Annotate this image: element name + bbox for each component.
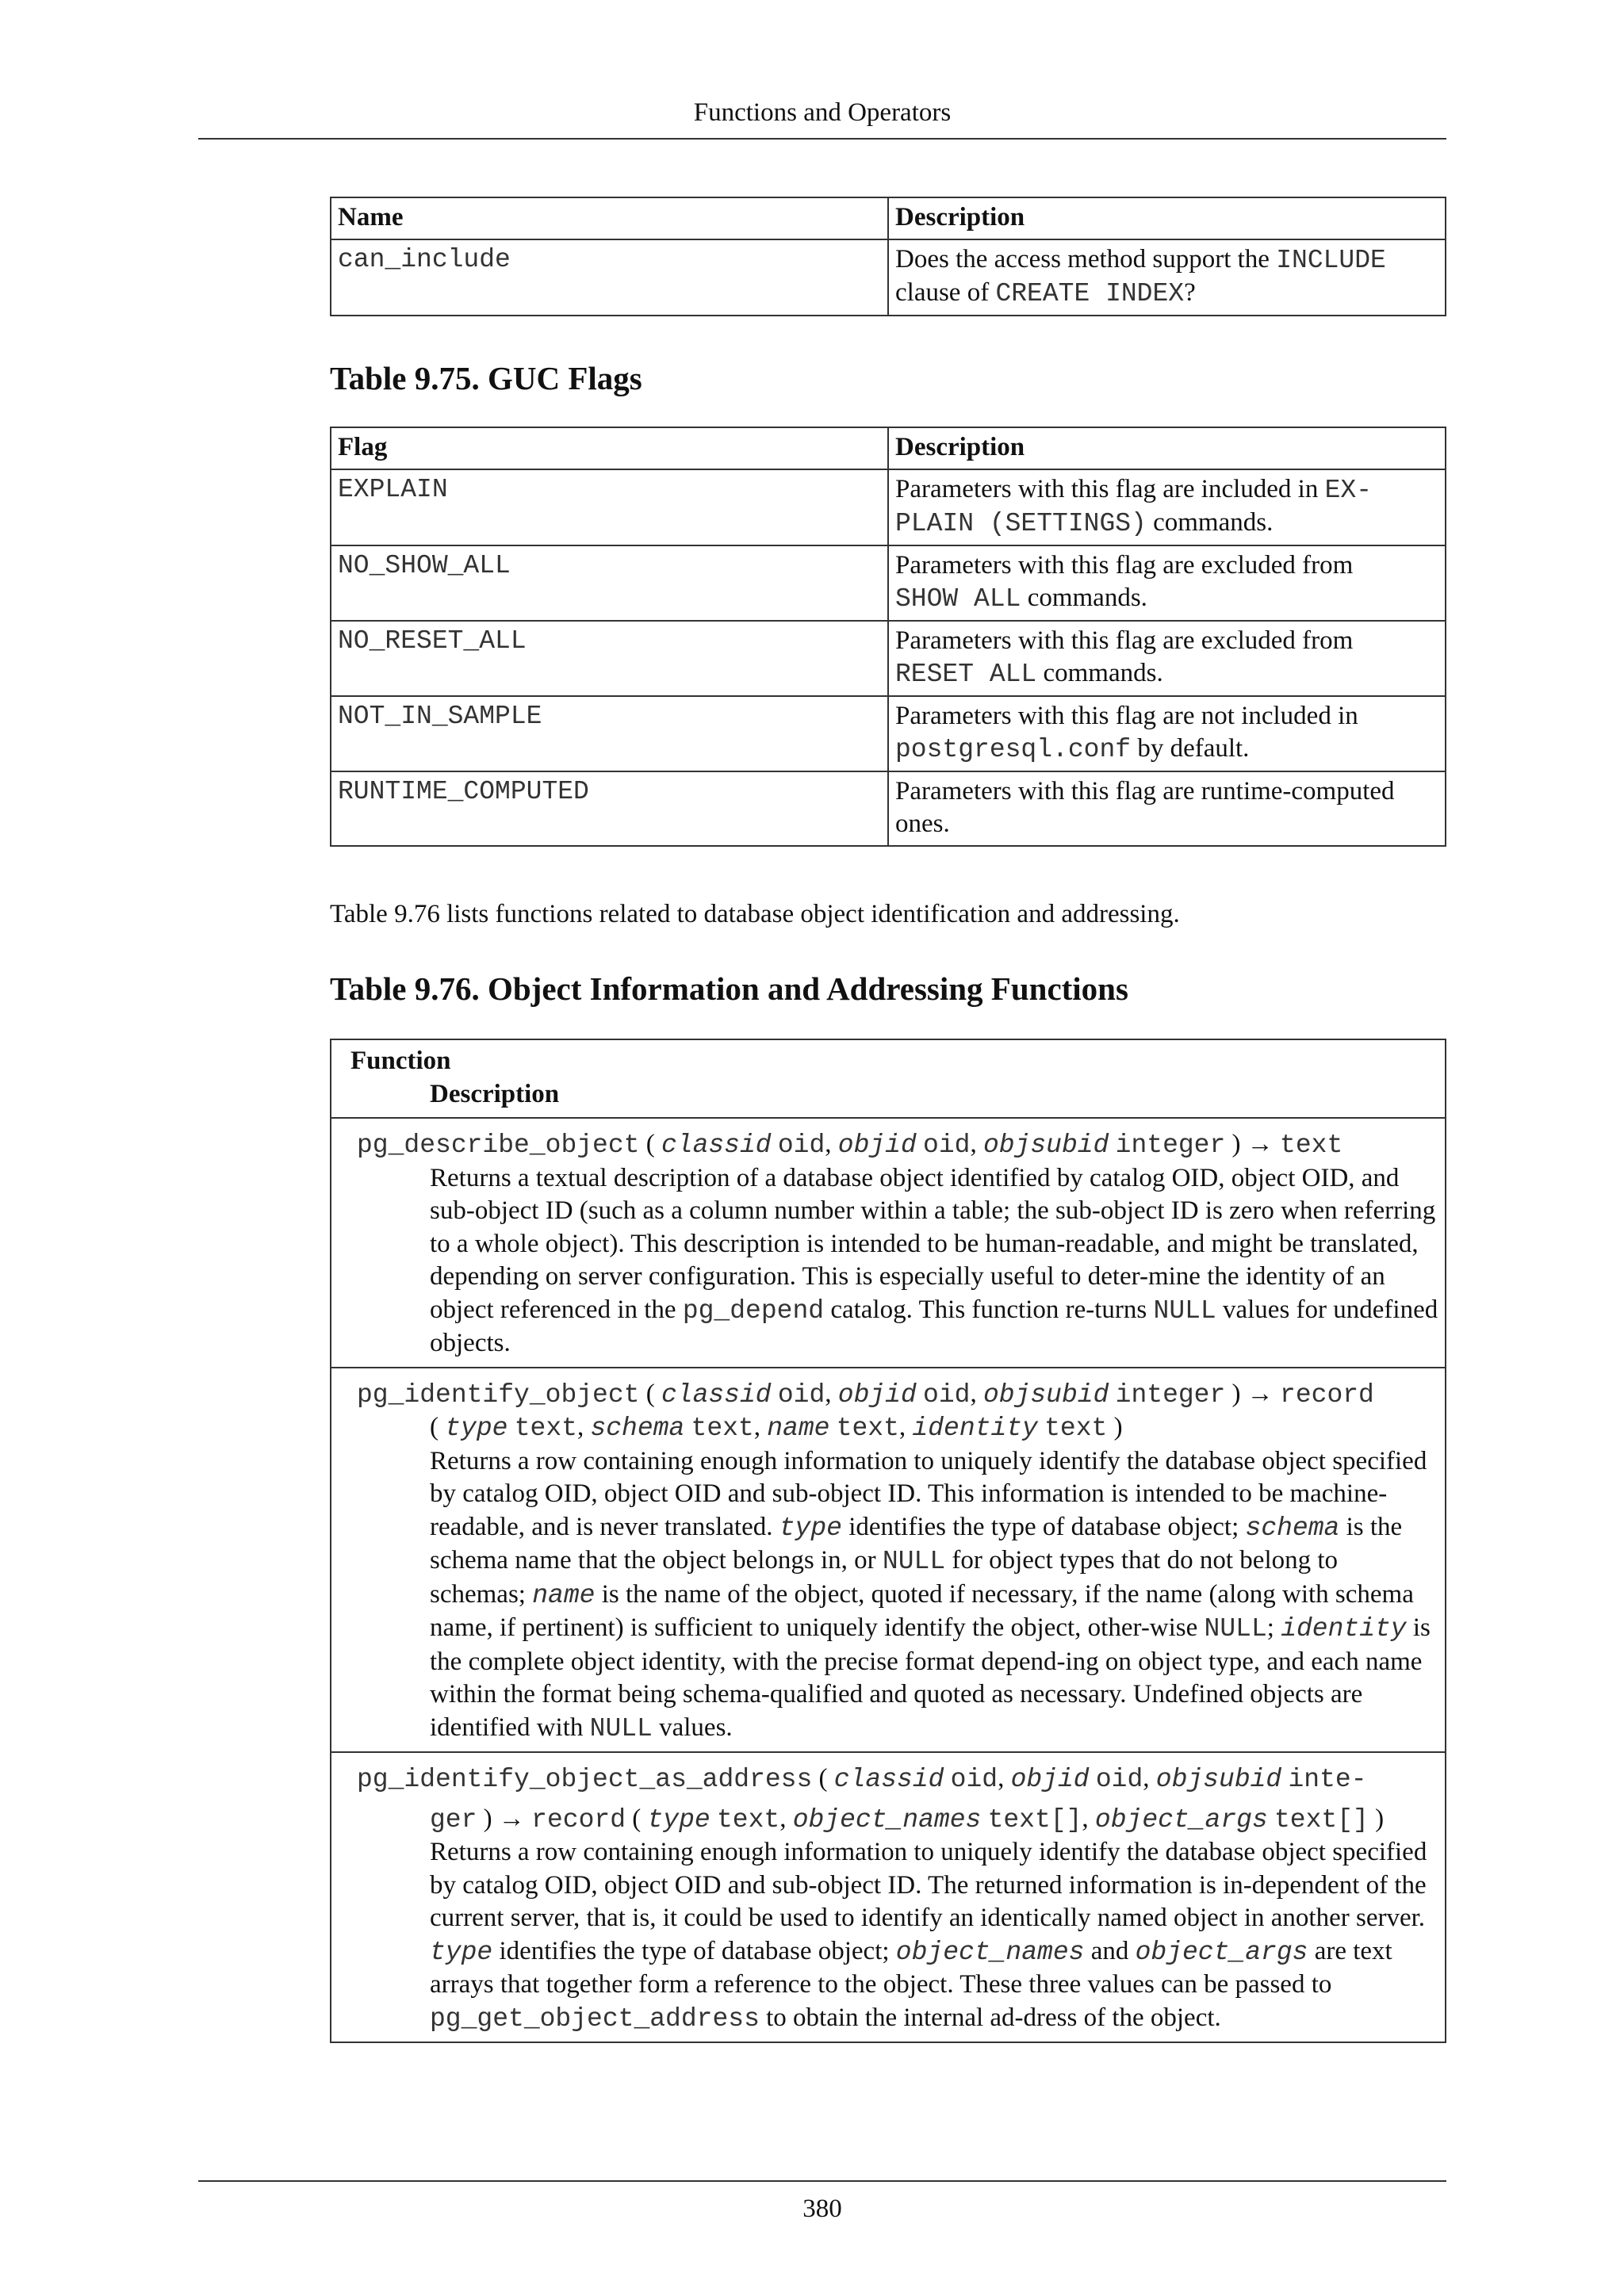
property-name: can_include	[331, 239, 888, 316]
function-signature-continued: ger ) → record ( type text, object_names text[], object_args text[] )	[430, 1804, 1385, 1835]
arg-type: integer	[1115, 1131, 1226, 1160]
text: and	[1084, 1936, 1136, 1965]
flag-name: NO_SHOW_ALL	[331, 545, 888, 621]
column-type: text	[514, 1414, 577, 1443]
text: ones.	[895, 809, 950, 838]
code: NULL	[1153, 1295, 1216, 1326]
text: commands.	[1021, 584, 1147, 612]
column-type: text[]	[1274, 1804, 1369, 1835]
code: SHOW ALL	[895, 584, 1021, 614]
arg-name: objid	[837, 1380, 917, 1410]
function-description	[350, 1162, 1438, 1360]
term: identity	[1281, 1614, 1407, 1644]
text: Parameters with this flag are excluded from	[895, 626, 1354, 655]
table-row	[331, 696, 1446, 771]
table-header-row	[331, 1039, 1446, 1118]
function-cell	[331, 1752, 1446, 2042]
term: object_names	[895, 1937, 1085, 1967]
text: ;	[1266, 1613, 1281, 1642]
flag-description	[888, 696, 1446, 771]
text: ?	[1184, 278, 1196, 307]
page-footer	[198, 2180, 1446, 2228]
intro-paragraph: Table 9.76 lists functions related to database object identification and addressing.	[330, 900, 1180, 928]
header-title: Functions and Operators	[693, 98, 952, 127]
code: INCLUDE	[1276, 246, 1386, 275]
column-name: type	[445, 1414, 508, 1443]
column-header-name: Name	[331, 197, 888, 239]
text: clause of	[895, 278, 996, 307]
arg-type: oid	[777, 1131, 825, 1160]
text: values for undefined objects.	[430, 1295, 1438, 1357]
term: type	[430, 1937, 493, 1967]
column-type: text	[716, 1804, 780, 1835]
arg-name: classid	[661, 1380, 772, 1410]
function-signature: pg_describe_object ( classid oid, objid oid, objsubid integer ) → text	[357, 1130, 1343, 1160]
function-name: pg_describe_object	[357, 1131, 640, 1160]
column-header-description: Description	[888, 427, 1446, 469]
return-type: text	[1280, 1131, 1343, 1160]
column-type: text	[1044, 1414, 1108, 1443]
column-name: object_args	[1094, 1804, 1268, 1835]
text: Returns a textual description of a database object identified by catalog OID, object OID, and sub-object ID (such as a column number within a table; the sub-object ID is zero when referring to a whole object). This description is intended to be human-readable, and might be translated, depending on server configuration. This is especially useful to deter-mine the identity of an object referenced in the	[430, 1163, 1436, 1324]
function-name: pg_identify_object	[357, 1380, 640, 1410]
column-name: object_names	[792, 1804, 982, 1835]
flag-description	[888, 771, 1446, 846]
code: pg_depend	[682, 1295, 825, 1326]
arg-name: objid	[1010, 1765, 1090, 1794]
table-header-row	[331, 427, 1446, 469]
column-name: type	[647, 1804, 710, 1835]
guc-flags-table	[330, 427, 1446, 847]
text: Does the access method support the	[895, 245, 1277, 274]
term: object_args	[1135, 1937, 1308, 1967]
code: pg_get_object_address	[430, 2003, 760, 2034]
function-description	[350, 1445, 1438, 1746]
arg-name: objsubid	[982, 1380, 1109, 1410]
text: Parameters with this flag are runtime-computed	[895, 777, 1395, 806]
function-description	[350, 1836, 1438, 2035]
text: Returns a row containing enough information to uniquely identify the database object specified by catalog OID, object OID and sub-object ID. The returned information is in-dependent of the current server, that is, it could be used to identify an identically named object in another server.	[430, 1838, 1427, 1932]
column-type: text	[691, 1414, 754, 1443]
code: NULL	[1204, 1614, 1267, 1644]
table-header-row	[331, 197, 1446, 239]
function-signature: pg_identify_object_as_address ( classid oid, objid oid, objsubid inte-	[357, 1764, 1367, 1794]
code: RESET ALL	[895, 660, 1037, 689]
text: is the complete object identity, with the precise format depend-ing on object type, and each name within the format being schema-qualified and quoted as necessary. Undefined objects are identified with	[430, 1613, 1431, 1742]
table-row	[331, 1752, 1446, 2042]
flag-name: RUNTIME_COMPUTED	[331, 771, 888, 846]
table-row	[331, 1368, 1446, 1753]
access-method-table	[330, 197, 1446, 316]
text: is the name of the object, quoted if necessary, if the name (along with schema name, if pertinent) is sufficient to uniquely identify the object, other-wise	[430, 1579, 1414, 1642]
column-type: text[]	[987, 1804, 1082, 1835]
text: values.	[652, 1712, 733, 1742]
arg-type: ger	[430, 1804, 477, 1835]
code: postgresql.conf	[895, 735, 1132, 764]
text: commands.	[1036, 659, 1163, 687]
column-type: text	[836, 1414, 899, 1443]
function-signature: pg_identify_object ( classid oid, objid oid, objsubid integer ) → record	[357, 1379, 1374, 1410]
table-title-object-information: Table 9.76. Object Information and Addressing Functions	[330, 970, 1128, 1007]
arg-type: oid	[777, 1380, 825, 1410]
table-row	[331, 545, 1446, 621]
column-header-function: Function	[350, 1047, 451, 1075]
text: is the schema name that the object belongs in, or	[430, 1512, 1403, 1575]
arg-name: objsubid	[982, 1131, 1109, 1160]
flag-name: EXPLAIN	[331, 469, 888, 545]
column-header-description: Description	[430, 1079, 560, 1108]
term: name	[532, 1580, 596, 1610]
arg-name: classid	[833, 1765, 944, 1794]
table-title-guc-flags: Table 9.75. GUC Flags	[330, 360, 642, 396]
arg-type: inte-	[1288, 1765, 1367, 1794]
code: CREATE INDEX	[995, 279, 1185, 308]
table-row	[331, 1118, 1446, 1368]
text: are text arrays that together form a reference to the object. These three values can be passed to	[430, 1936, 1392, 1999]
code: NULL	[589, 1713, 653, 1743]
text: commands.	[1146, 508, 1274, 537]
text: Parameters with this flag are included in	[895, 475, 1325, 503]
text: catalog. This function re-turns	[824, 1295, 1154, 1324]
arg-name: objsubid	[1155, 1765, 1282, 1794]
table-row	[331, 469, 1446, 545]
code: EX-	[1324, 476, 1373, 505]
table-row	[331, 771, 1446, 846]
arg-type: oid	[923, 1131, 971, 1160]
text: Parameters with this flag are not included in	[895, 702, 1358, 730]
term: type	[779, 1513, 842, 1543]
property-description	[888, 239, 1446, 316]
column-name: schema	[590, 1414, 685, 1443]
column-name: identity	[912, 1414, 1038, 1443]
table-row	[331, 621, 1446, 696]
column-name: name	[767, 1414, 830, 1443]
text: identifies the type of database object;	[841, 1512, 1246, 1541]
function-name: pg_identify_object_as_address	[357, 1765, 813, 1794]
text: for object types that do not belong to schemas;	[430, 1546, 1339, 1609]
flag-description	[888, 469, 1446, 545]
flag-name: NO_RESET_ALL	[331, 621, 888, 696]
arg-type: oid	[923, 1380, 971, 1410]
page-header	[198, 94, 1446, 140]
text: to obtain the internal ad-dress of the object.	[759, 2003, 1221, 2032]
flag-description	[888, 621, 1446, 696]
return-type: record	[531, 1804, 626, 1835]
table-row	[331, 239, 1446, 316]
return-columns: ( type text, schema text, name text, identity text )	[430, 1413, 1123, 1443]
return-type: record	[1280, 1380, 1374, 1410]
arg-type: integer	[1115, 1380, 1226, 1410]
text: Returns a row containing enough information to uniquely identify the database object specified by catalog OID, object OID and sub-object ID. This information is intended to be machine-readable, and is never translated.	[430, 1446, 1427, 1541]
code: NULL	[882, 1547, 946, 1576]
function-cell	[331, 1118, 1446, 1368]
object-functions-table	[330, 1039, 1446, 2043]
text: by default.	[1131, 734, 1250, 763]
flag-description	[888, 545, 1446, 621]
arg-type: oid	[950, 1765, 998, 1794]
code: PLAIN (SETTINGS)	[895, 509, 1147, 538]
function-cell	[331, 1368, 1446, 1753]
header-cell	[331, 1039, 1446, 1118]
term: schema	[1245, 1513, 1340, 1543]
column-header-description: Description	[888, 197, 1446, 239]
arg-type: oid	[1095, 1765, 1143, 1794]
text: identifies the type of database object;	[492, 1936, 896, 1965]
column-header-flag: Flag	[331, 427, 888, 469]
flag-name: NOT_IN_SAMPLE	[331, 696, 888, 771]
text: Parameters with this flag are excluded from	[895, 551, 1354, 580]
page-number: 380	[802, 2195, 842, 2223]
arg-name: classid	[661, 1131, 772, 1160]
arg-name: objid	[837, 1131, 917, 1160]
